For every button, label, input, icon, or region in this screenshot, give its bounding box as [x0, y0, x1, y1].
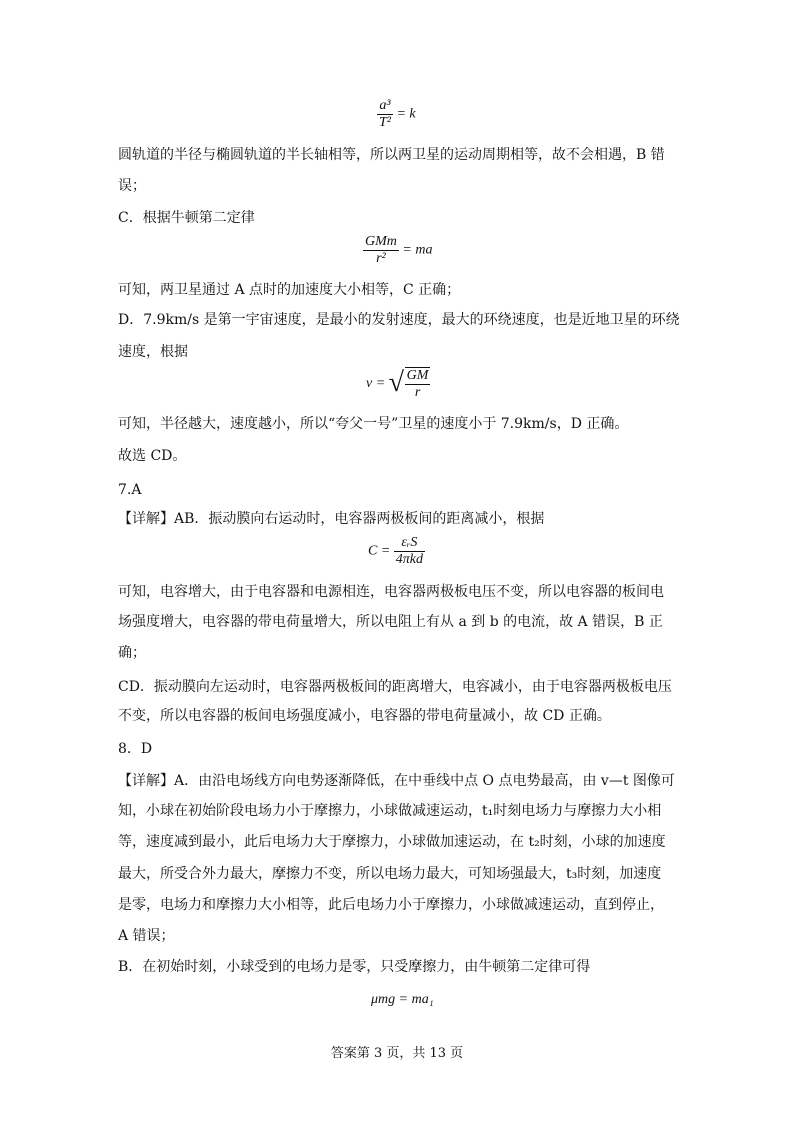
formula-friction: μmg = ma₁ — [371, 992, 434, 1007]
sqrt-symbol: √ $\frac{GM}{r}$ — [388, 367, 429, 400]
text-line: 场强度增大，电容器的带电荷量增大，所以电阻上有从 a 到 b 的电流，故 A 错误，B 正 — [118, 614, 663, 630]
formula-rhs: = k — [396, 106, 416, 122]
text-line: 知，小球在初始阶段电场力小于摩擦力，小球做减速运动，t₁时刻电场力与摩擦力大小相 — [118, 803, 662, 819]
formula-numerator: a³ — [377, 98, 393, 115]
text-line: 可知，半径越大，速度越小，所以“夸父一号”卫星的速度小于 7.9km/s，D 正确。 — [118, 416, 629, 432]
text-line: 故选 CD。 — [118, 448, 187, 464]
text-line: 误； — [118, 178, 146, 194]
formula-numerator: GMm — [365, 234, 397, 249]
formula-denominator: r — [414, 385, 421, 400]
formula-capacitance — [368, 535, 425, 568]
formula-lhs: v = — [366, 376, 386, 392]
formula-lhs: C = — [368, 543, 391, 559]
page-footer: 答案第 3 页，共 13 页 — [330, 1046, 464, 1061]
text-line: B．在初始时刻，小球受到的电场力是零，只受摩擦力，由牛顿第二定律可得 — [118, 959, 591, 975]
formula-numerator: εᵣS — [394, 535, 425, 552]
text-line: A 错误； — [118, 928, 175, 944]
text-line: 8．D — [118, 741, 153, 757]
text-line: CD．振动膜向左运动时，电容器两极板间的距离增大，电容减小，由于电容器两极板电压 — [118, 679, 672, 695]
formula-gravitation — [363, 234, 432, 267]
text-line: 可知，两卫星通过 A 点时的加速度大小相等，C 正确； — [118, 282, 461, 298]
text-line: 速度，根据 — [118, 344, 188, 360]
text-line: 【详解】AB．振动膜向右运动时，电容器两极板间的距离减小，根据 — [118, 511, 545, 527]
text-line: 确； — [118, 645, 146, 661]
text-line: 是零，电场力和摩擦力大小相等，此后电场力小于摩擦力，小球做减速运动，直到停止， — [118, 897, 664, 913]
text-line: 可知，电容增大，由于电容器和电源相连，电容器两极板电压不变，所以电容器的板间电 — [118, 584, 664, 600]
formula-rhs: = ma — [402, 242, 433, 258]
text-line: D．7.9km/s 是第一宇宙速度，是最小的发射速度，最大的环绕速度，也是近地卫星的环绕 — [118, 312, 680, 328]
text-line: 最大，所受合外力最大，摩擦力不变，所以电场力最大，可知场强最大，t₃时刻，加速度 — [118, 866, 662, 882]
formula-denominator: 4πkd — [395, 552, 424, 567]
formula-velocity — [366, 367, 430, 401]
text-line: C．根据牛顿第二定律 — [118, 210, 255, 226]
formula-denominator: T² — [379, 115, 391, 130]
text-line: 7.A — [118, 482, 142, 498]
formula-numerator: GM — [406, 368, 429, 383]
text-line: 不变，所以电容器的板间电场强度减小，电容器的带电荷量减小，故 CD 正确。 — [118, 708, 611, 724]
formula-denominator: r² — [376, 251, 386, 266]
text-line: 等，速度减到最小，此后电场力大于摩擦力，小球做加速运动，在 t₂时刻，小球的加速度 — [118, 834, 666, 850]
text-line: 圆轨道的半径与椭圆轨道的半长轴相等，所以两卫星的运动周期相等，故不会相遇，B 错 — [118, 147, 665, 163]
formula-kepler — [377, 98, 416, 131]
text-line: 【详解】A．由沿电场线方向电势逐渐降低，在中垂线中点 O 点电势最高，由 v—t 图像可 — [118, 773, 675, 789]
